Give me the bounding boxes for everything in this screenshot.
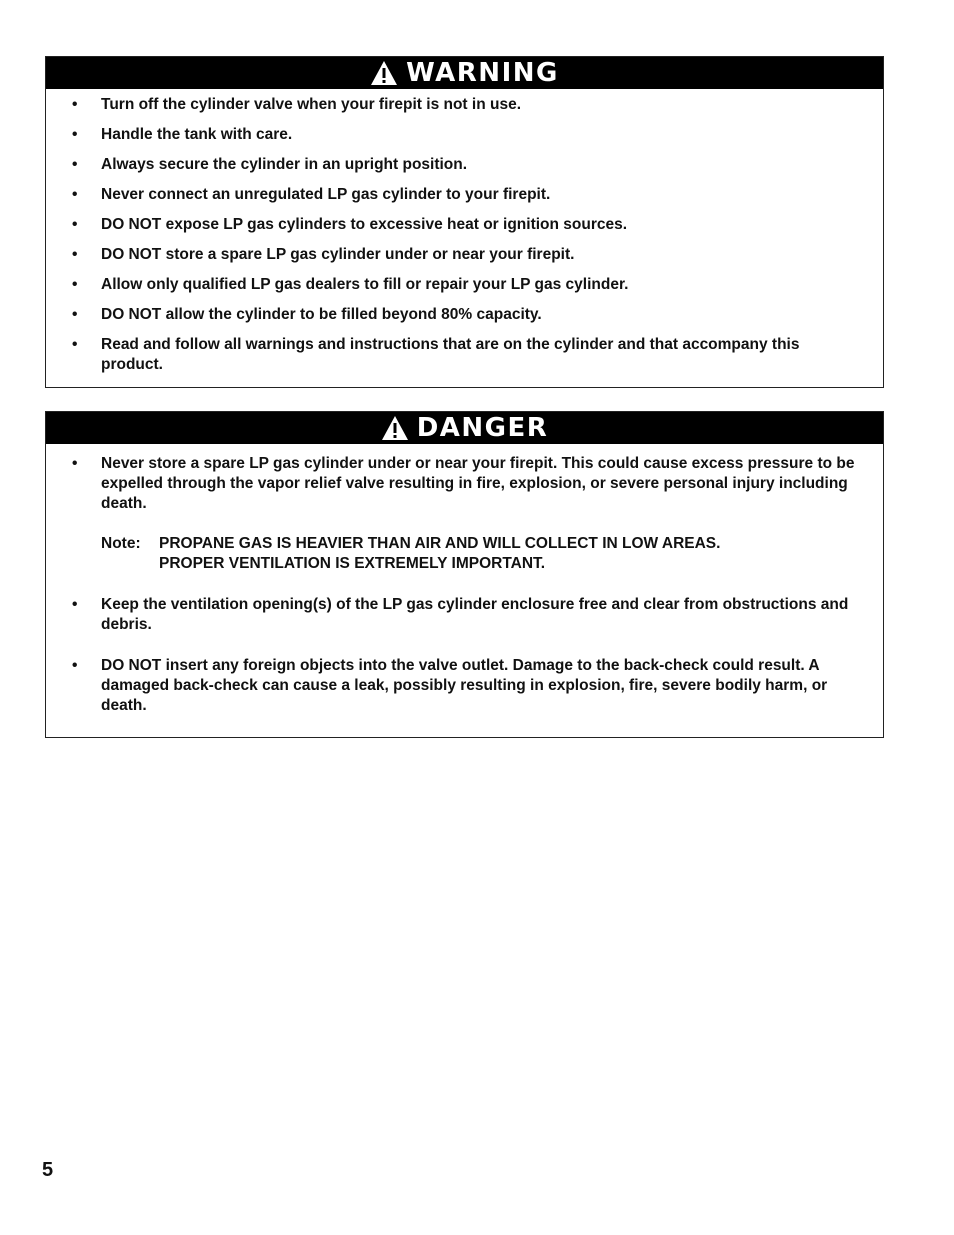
bullet: • (72, 216, 78, 233)
page-number: 5 (42, 1159, 54, 1181)
danger-list (46, 454, 883, 716)
bullet: • (72, 657, 78, 674)
bullet: • (72, 186, 78, 203)
list-item-text: Keep the ventilation opening(s) of the LP gas cylinder enclosure free and clear from obstructions and debris. (101, 596, 849, 633)
list-item-text: Allow only qualified LP gas dealers to fill or repair your LP gas cylinder. (101, 276, 629, 293)
list-item (46, 245, 883, 265)
list-item-text: Read and follow all warnings and instructions that are on the cylinder and that accompany this product. (101, 336, 800, 373)
danger-box (45, 411, 884, 738)
warning-title: WARNING (406, 58, 559, 88)
bullet: • (72, 306, 78, 323)
bullet: • (72, 126, 78, 143)
list-item-text: DO NOT expose LP gas cylinders to excessive heat or ignition sources. (101, 216, 628, 233)
bullet: • (72, 96, 78, 113)
warning-box (45, 56, 884, 388)
warning-header (46, 57, 883, 89)
danger-title: DANGER (416, 413, 549, 443)
list-item-text: DO NOT store a spare LP gas cylinder under or near your firepit. (101, 246, 575, 263)
bullet: • (72, 336, 78, 353)
list-item-text: DO NOT allow the cylinder to be filled beyond 80% capacity. (101, 306, 542, 323)
note (101, 534, 863, 574)
list-item (46, 275, 883, 295)
list-item-text: Turn off the cylinder valve when your firepit is not in use. (101, 96, 521, 113)
note-text: PROPANE GAS IS HEAVIER THAN AIR AND WILL COLLECT IN LOW AREAS. PROPER VENTILATION IS EXTREMELY IMPORTANT. (159, 535, 721, 572)
bullet: • (72, 596, 78, 613)
list-item-text: Always secure the cylinder in an upright position. (101, 156, 468, 173)
alert-triangle-icon (370, 60, 398, 86)
alert-triangle-icon (381, 415, 409, 441)
list-item (46, 656, 883, 716)
bullet: • (72, 246, 78, 263)
list-item (46, 305, 883, 325)
list-item (46, 95, 883, 115)
list-item (46, 454, 883, 574)
list-item-text: Never store a spare LP gas cylinder under or near your firepit. This could cause excess pressure to be expelled through the vapor relief valve resulting in fire, explosion, or severe personal injury including death. (101, 455, 855, 512)
list-item (46, 215, 883, 235)
bullet: • (72, 156, 78, 173)
list-item (46, 335, 883, 375)
warning-list (46, 95, 883, 375)
list-item-text: Handle the tank with care. (101, 126, 293, 143)
list-item (46, 155, 883, 175)
list-item-text: Never connect an unregulated LP gas cylinder to your firepit. (101, 186, 551, 203)
list-item-text: DO NOT insert any foreign objects into the valve outlet. Damage to the back-check could result. A damaged back-check can cause a leak, possibly resulting in explosion, fire, severe bodily harm, or death. (101, 657, 828, 714)
bullet: • (72, 455, 78, 472)
danger-header (46, 412, 883, 444)
note-label: Note: (101, 535, 141, 552)
list-item (46, 125, 883, 145)
list-item (46, 185, 883, 205)
list-item (46, 595, 883, 635)
bullet: • (72, 276, 78, 293)
